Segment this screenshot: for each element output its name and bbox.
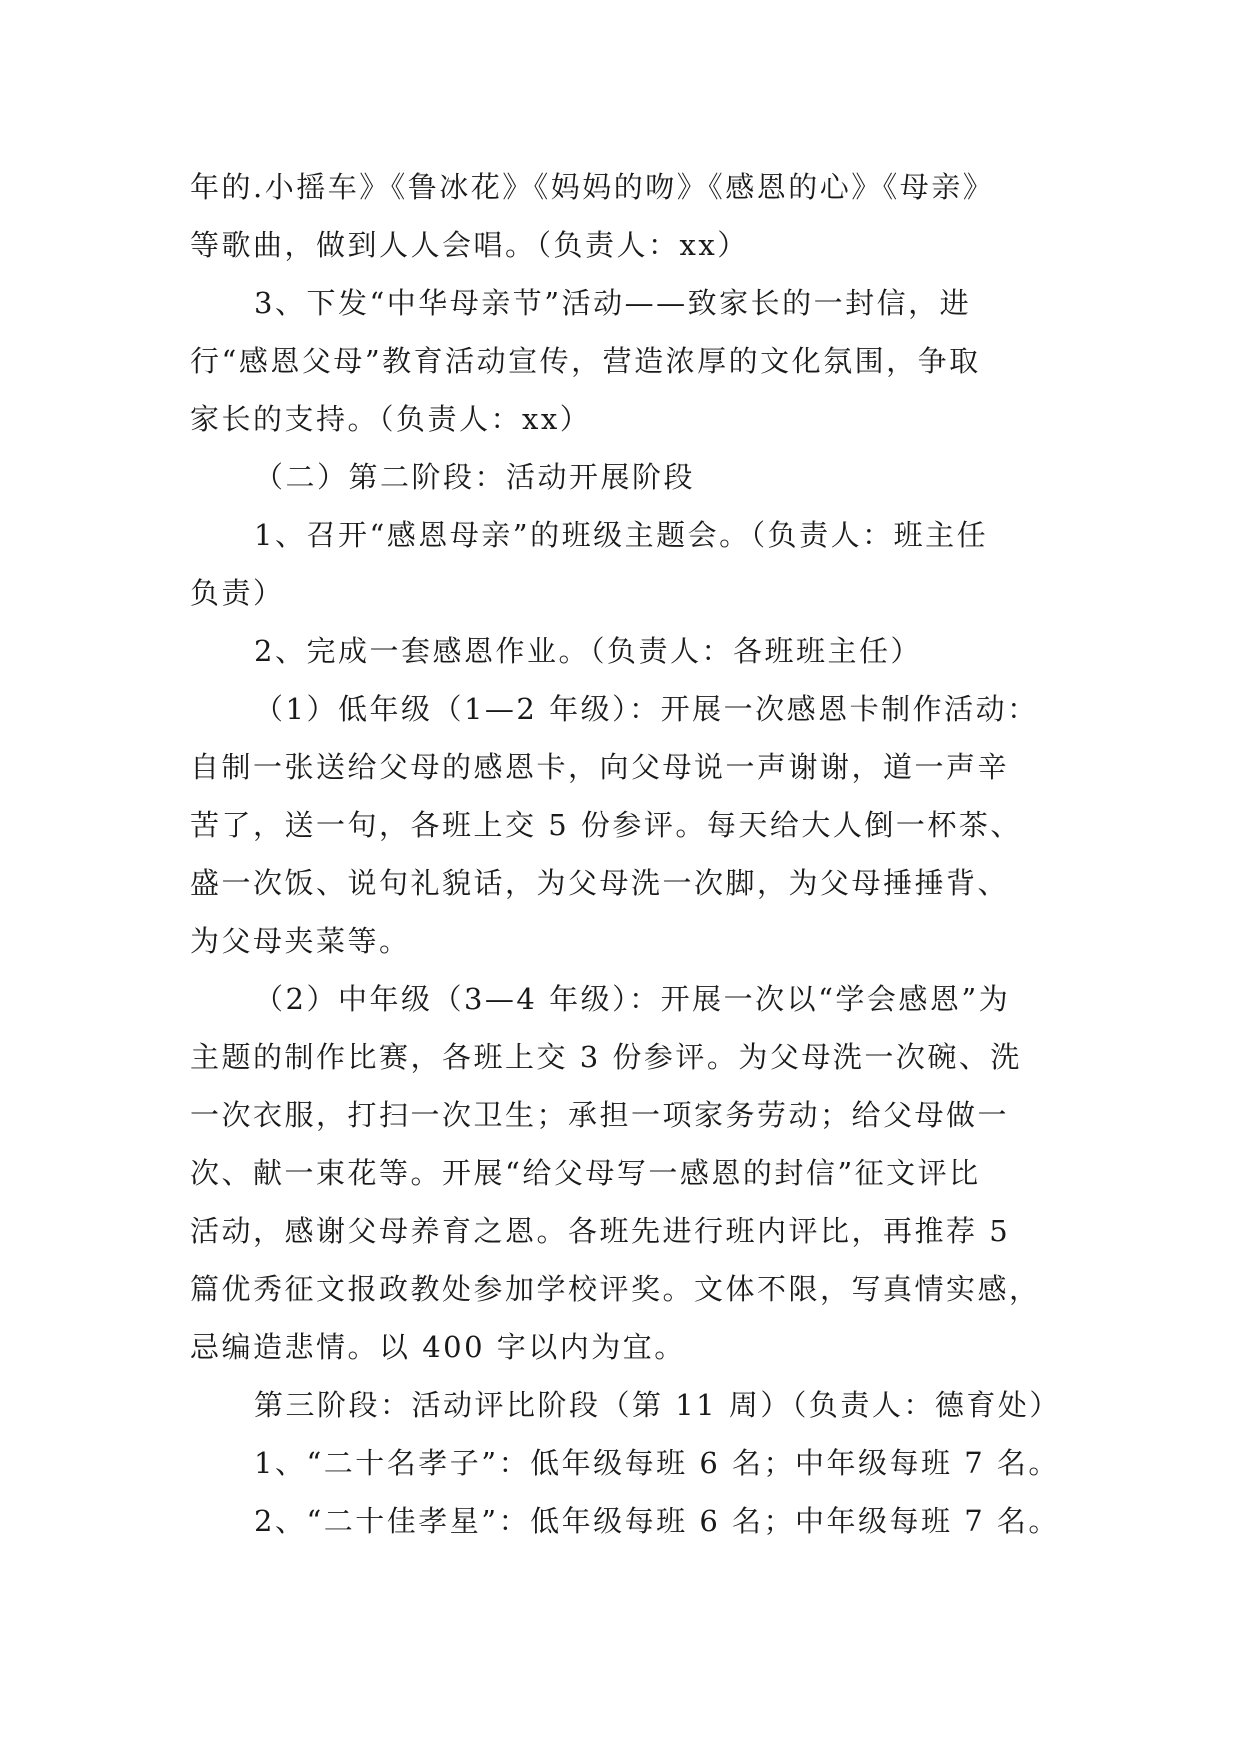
text-line: 等歌曲，做到人人会唱。（负责人：xx）	[190, 228, 749, 262]
text-line: 3、下发“中华母亲节”活动——致家长的一封信，进	[254, 286, 972, 320]
text-line: 盛一次饭、说句礼貌话，为父母洗一次脚，为父母捶捶背、	[190, 866, 1010, 900]
section-heading: 第三阶段：活动评比阶段（第 11 周）（负责人：德育处）	[254, 1388, 1061, 1422]
text-line: 1、召开“感恩母亲”的班级主题会。（负责人：班主任	[254, 518, 989, 552]
section-heading: （二）第二阶段：活动开展阶段	[254, 460, 696, 494]
text-line: 忌编造悲情。以 400 字以内为宜。	[190, 1330, 686, 1364]
text-line: 2、“二十佳孝星”：低年级每班 6 名；中年级每班 7 名。	[254, 1504, 1060, 1538]
text-line: 次、献一束花等。开展“给父母写一感恩的封信”征文评比	[190, 1156, 981, 1190]
text-line: （2）中年级（3—4 年级）：开展一次以“学会感恩”为	[254, 982, 1011, 1016]
text-line: 为父母夹菜等。	[190, 924, 411, 958]
text-line: 一次衣服，打扫一次卫生；承担一项家务劳动；给父母做一	[190, 1098, 1010, 1132]
text-line: 家长的支持。（负责人：xx）	[190, 402, 592, 436]
text-line: 苦了，送一句，各班上交 5 份参评。每天给大人倒一杯茶、	[190, 808, 1022, 842]
text-line: 负责）	[190, 576, 285, 610]
text-line: 行“感恩父母”教育活动宣传，营造浓厚的文化氛围，争取	[190, 344, 981, 378]
document-body	[190, 158, 1070, 1550]
text-line: 篇优秀征文报政教处参加学校评奖。文体不限，写真情实感，	[190, 1272, 1041, 1306]
text-line: 2、完成一套感恩作业。（负责人：各班班主任）	[254, 634, 922, 668]
text-line: 自制一张送给父母的感恩卡，向父母说一声谢谢，道一声辛	[190, 750, 1010, 784]
text-line: 活动，感谢父母养育之恩。各班先进行班内评比，再推荐 5	[190, 1214, 1011, 1248]
text-line: 1、“二十名孝子”：低年级每班 6 名；中年级每班 7 名。	[254, 1446, 1060, 1480]
text-line: 主题的制作比赛，各班上交 3 份参评。为父母洗一次碗、洗	[190, 1040, 1022, 1074]
text-line: （1）低年级（1—2 年级）：开展一次感恩卡制作活动：	[254, 692, 1039, 726]
text-line: 年的.小摇车》《鲁冰花》《妈妈的吻》《感恩的心》《母亲》	[190, 170, 995, 204]
